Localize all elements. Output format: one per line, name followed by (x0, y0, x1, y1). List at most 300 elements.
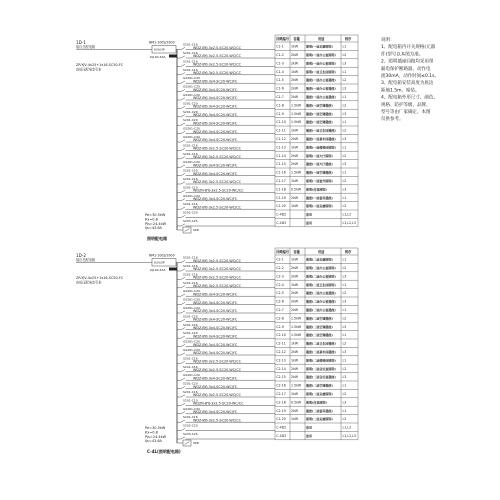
breaker-label: GS261-C20 (183, 76, 200, 81)
table-cell-usage: 照明(一层卫生间照明) (306, 69, 336, 74)
main-switch-block (169, 55, 177, 58)
table-cell-phase: L1 (342, 358, 347, 363)
table-cell-usage: 照明(一层走廊照明) (306, 204, 333, 209)
load-summary-kx: Kx=0.8 (145, 430, 158, 435)
main-breaker-setting: 63A/3P (154, 260, 165, 265)
breaker-label: S201-C16 (183, 59, 198, 64)
breaker-label: S201-C16 (183, 67, 198, 72)
table-cell-usage: 照明(二层走廊照明) (306, 392, 333, 396)
table-cell-usage: 照明(应急照明) (306, 400, 327, 405)
table-cell-circuit-id: C1-6 (276, 86, 284, 91)
breaker-label: S201-C16 (183, 264, 198, 268)
table-header-cell: 相序 (345, 250, 352, 255)
feeder-source: 接自总配电箱 (76, 258, 96, 262)
table-cell-capacity: 1kW (291, 69, 299, 74)
table-cell-usage: 插座(二层办公室插座) (306, 291, 336, 296)
cable-label: WDZ-BYJ-3x4-SC20-WC/FC (193, 326, 238, 330)
table-cell-usage: 照明(二层走廊照明) (306, 417, 333, 422)
table-cell-capacity: 2kW (291, 274, 299, 279)
breaker-label: S203-C25 (183, 219, 198, 223)
table-cell-circuit-id: C1-9 (276, 111, 284, 116)
table-cell-phase: L2 (342, 291, 347, 296)
table-cell-circuit-id: C1-2 (276, 53, 284, 57)
table-cell-circuit-id: C2-19 (276, 408, 286, 413)
cable-label: WDZN-BYJ-3x2.5-SC20-WC/CC (193, 188, 244, 193)
notes-line: 1、配电箱内开关规格(元器 (381, 45, 436, 51)
panel-name: C-4L(照明配电箱) (147, 449, 181, 454)
table-cell-usage: 插座(二层空调插座) (306, 383, 333, 388)
table-cell-capacity: 1kW (291, 179, 299, 183)
table-cell-phase: L1 (342, 69, 347, 74)
cable-label: WDZ-BYJ-3x4-SC20-WC/FC (193, 163, 238, 168)
table-cell-capacity: 1kW (291, 282, 299, 287)
breaker-label: S202-C20 (183, 423, 198, 428)
cable-label: WDZ-BYJ-3x2.5-SC20-WC/CC (193, 45, 241, 50)
cable-label: WDZ-BYJ-3x4-SC20-WC/FC (193, 129, 238, 134)
breaker-label: GS261-C20 (183, 126, 200, 131)
table-cell-phase: L3 (342, 137, 347, 141)
table-cell-usage: 插座(一层办公室插座) (306, 86, 336, 91)
table-cell-usage: 插座(一层空调插座) (306, 111, 333, 116)
table-cell-usage: 插座(一层空调插座) (306, 120, 333, 125)
cable-label: WDZ-BYJ-3x4-SC20-WC/FC (193, 384, 238, 389)
table-cell-phase: L3 (342, 274, 347, 279)
table-cell-usage: 插座(二层会议室插座) (306, 375, 336, 380)
table-cell-capacity: 1.5kW (291, 111, 302, 116)
breaker-label: S202-C20 (183, 210, 198, 215)
main-breaker-model: NM1-100S/3300 (149, 253, 175, 258)
table-cell-phase: L1,L2 (342, 212, 352, 217)
table-cell-phase: L3 (342, 86, 347, 91)
breaker-label: S201-C10 (183, 185, 198, 190)
feeder-route: 由低压配电室引来 (76, 280, 102, 285)
table-cell-circuit-id: C1-10 (276, 120, 286, 125)
breaker-label: GS261-C20 (183, 297, 200, 302)
table-cell-phase: L2 (342, 366, 347, 371)
breaker-label: S201-C16 (183, 356, 198, 361)
notes-line: 漏电保护断路器，动作电 (381, 66, 431, 72)
table-header-cell: 用途 (318, 250, 325, 255)
table-cell-usage: 插座(二层空调插座) (306, 324, 333, 329)
cable-label: WDZ-BYJ-3x4-SC20-WC/FC (193, 171, 238, 176)
table-cell-capacity: 1kW (291, 392, 299, 396)
breaker-label: S201-C16 (183, 51, 198, 55)
table-cell-capacity: 1kW (291, 128, 299, 133)
load-summary-kx: Kx=0.8 (145, 217, 158, 222)
table-cell-usage: 照明(二层走廊照明) (306, 257, 333, 262)
cable-label: WDZ-BYJ-3x2.5-SC20-WC/CC (193, 393, 241, 398)
notes-line: 型号等由厂家确定，本图 (381, 110, 431, 115)
notes-line: 4、配电箱外形尺寸、颜色、 (381, 95, 438, 101)
feeder-id: 1D-1 (76, 40, 87, 45)
table-cell-phase: L3 (342, 324, 347, 329)
main-breaker-rating: KJ100-63A (150, 55, 166, 59)
breaker-label: GS261-C20 (183, 406, 200, 411)
cable-label: WDZ-BYJ-3x2.5-SC20-WC/CC (193, 71, 241, 75)
table-cell-usage: 照明(一层走廊照明) (306, 44, 333, 49)
table-cell-capacity: 2kW (291, 308, 299, 312)
table-cell-usage: 照明(一层室外照明) (306, 179, 333, 183)
breaker-label: GS261-C20 (183, 193, 200, 198)
table-cell-circuit-id: C1-4 (276, 69, 284, 74)
table-cell-usage: 插座(一层卫生间插座) (306, 128, 336, 133)
table-cell-circuit-id: C2-2 (276, 266, 284, 270)
main-switch-block (169, 268, 177, 271)
table-cell-circuit-id: C1-19 (276, 195, 286, 200)
table-cell-circuit-id: C1-17 (276, 179, 286, 183)
breaker-label: S201-C16 (183, 280, 198, 285)
cable-label: WDZ-BYJ-3x4-SC20-WC/FC (193, 292, 238, 297)
breaker-label: S201-C16 (183, 415, 198, 420)
table-cell-usage: 照明(一层办公室照明) (306, 61, 336, 66)
cable-label: WDZ-BYJ-3x2.5-SC20-WC/CC (193, 267, 241, 272)
table-header-cell: 回路编号 (276, 37, 290, 42)
table-cell-capacity: 2kW (291, 195, 299, 200)
table-cell-usage: 备用 (306, 434, 313, 438)
cable-label: WDZ-BYJ-3x2.5-SC20-WC/CC (193, 155, 241, 159)
table-cell-phase: L1 (342, 170, 347, 175)
breaker-label: S201-C20 (183, 314, 198, 319)
cable-label: WDZ-BYJ-3x4-SC20-WC/FC (193, 121, 238, 126)
table-cell-capacity: 2kW (291, 299, 299, 304)
cable-label: WDZ-BYJ-3x2.5-SC20-WC/CC (193, 275, 241, 280)
cable-label: WDZN-BYJ-3x2.5-SC20-WC/CC (193, 401, 244, 406)
cable-label: WDZ-BYJ-3x2.5-SC20-WC/CC (193, 258, 241, 263)
table-cell-circuit-id: C2-4 (276, 282, 284, 287)
table-cell-phase: L1,L2,L3 (342, 221, 356, 225)
breaker-label: S201-C16 (183, 177, 198, 181)
breaker-label: S201-C20 (183, 381, 198, 386)
table-cell-circuit-id: C1-14 (276, 153, 286, 158)
notes-line: 2、照明插座回路均采用带 (381, 59, 434, 65)
table-cell-usage: 插座(二层茶水间插座) (306, 350, 336, 354)
table-cell-phase: L2 (342, 128, 347, 133)
table-cell-circuit-id: C2-20 (276, 417, 286, 422)
table-cell-usage: 插座(一层大厅插座) (306, 162, 333, 167)
table-cell-phase: L2 (342, 204, 347, 209)
table-cell-circuit-id: C2-17 (276, 392, 286, 396)
cable-label: WDZ-BYJ-3x2.5-SC20-WC/CC (193, 205, 241, 210)
table-cell-circuit-id: C2-16 (276, 383, 286, 388)
table-cell-circuit-id: C1-3 (276, 61, 284, 66)
table-cell-circuit-id: C1-1 (276, 44, 284, 49)
table-cell-capacity: 0.5kW (291, 187, 302, 192)
table-cell-circuit-id: C2-13 (276, 358, 286, 363)
breaker-label: S201-C16 (183, 272, 198, 277)
load-summary-pe: Pe=30.5kW (145, 213, 166, 217)
breaker-label: S201-C16 (183, 202, 198, 207)
table-cell-phase: L2 (342, 78, 347, 83)
breaker-label: GS261-C20 (183, 135, 200, 139)
table-cell-phase: L3 (342, 61, 347, 66)
table-cell-capacity: 2kW (291, 53, 299, 57)
table-cell-usage: 照明(一层大厅照明) (306, 153, 333, 158)
table-cell-circuit-id: C2-3 (276, 274, 284, 279)
table-cell-capacity: 1.5kW (291, 333, 302, 338)
table-cell-capacity: 2kW (291, 291, 299, 296)
table-cell-usage: 照明(二层卫生间照明) (306, 282, 336, 287)
table-cell-phase: L1 (342, 120, 347, 125)
table-cell-circuit-id: C1-20 (276, 204, 286, 209)
table-cell-phase: L1 (342, 257, 347, 262)
breaker-label: S201-C16 (183, 151, 198, 156)
table-cell-phase: L1,L2 (342, 425, 352, 430)
breaker-label: S201-C16 (183, 255, 198, 260)
feeder-source: 接自总配电箱 (76, 45, 96, 49)
breaker-label: GS261-C20 (183, 348, 200, 352)
breaker-label: GS261-C20 (183, 84, 200, 89)
table-cell-usage: 照明(应急照明) (306, 187, 327, 192)
table-cell-circuit-id: C-4D2 (276, 425, 287, 430)
cable-label: WDZ-BYJ-3x2.5-SC20-WC/CC (193, 284, 241, 288)
table-header-cell: 回路编号 (276, 250, 290, 255)
table-cell-phase: L1 (342, 44, 347, 49)
cable-label: WDZ-BYJ-3x4-SC20-WC/FC (193, 300, 238, 305)
table-cell-capacity: 2kW (291, 137, 299, 141)
table-cell-phase: L1 (342, 383, 347, 388)
table-cell-capacity: 2kW (291, 78, 299, 83)
table-cell-phase: L3 (342, 375, 347, 380)
table-cell-phase: L3 (342, 350, 347, 354)
table-cell-circuit-id: C2-18 (276, 400, 286, 405)
table-cell-circuit-id: C1-12 (276, 137, 286, 141)
table-cell-capacity: 1kW (291, 44, 299, 49)
table-cell-circuit-id: C2-5 (276, 291, 284, 296)
table-cell-usage: 插座(一层办公室插座) (306, 95, 336, 99)
cable-label: WDZ-BYJ-3x4-SC20-WC/FC (193, 113, 238, 117)
breaker-label: S201-C20 (183, 322, 198, 327)
table-header-cell: 用途 (318, 37, 325, 42)
table-cell-usage: 照明(一层楼梯间照明) (306, 145, 336, 150)
table-cell-capacity: 1kW (291, 417, 299, 422)
breaker-label: S201-C16 (183, 390, 198, 394)
table-cell-circuit-id: C2-1 (276, 257, 284, 262)
cable-label: WDZ-BYJ-3x4-SC20-WC/FC (193, 342, 238, 347)
breaker-label: GS261-C20 (183, 339, 200, 344)
cable-label: WDZ-BYJ-3x4-SC20-WC/FC (193, 410, 238, 414)
table-cell-capacity: 2kW (291, 95, 299, 99)
table-cell-usage: 插座(一层茶水间插座) (306, 137, 336, 141)
table-cell-phase: L2 (342, 392, 347, 396)
table-cell-usage: 插座(二层空调插座) (306, 316, 333, 321)
table-cell-phase: L2 (342, 179, 347, 183)
table-cell-usage: 照明(二层办公室照明) (306, 274, 336, 279)
cable-label: WDZ-BYJ-3x2.5-SC20-WC/CC (193, 54, 241, 59)
table-cell-phase: L3 (342, 299, 347, 304)
table-cell-phase: L2 (342, 53, 347, 57)
table-cell-phase: L2 (342, 316, 347, 321)
load-summary-pjs: Pjs=24.4kW (145, 434, 167, 439)
cable-label: WDZ-BYJ-3x2.5-SC20-WC/CC (193, 359, 241, 364)
table-cell-capacity: 1kW (291, 145, 299, 150)
table-cell-capacity: 1.5kW (291, 170, 302, 175)
load-summary-ijs: Ijs=43.6A (145, 439, 162, 444)
table-cell-phase: L1 (342, 282, 347, 287)
cable-label: WDZ-BYJ-3x4-SC20-WC/FC (193, 87, 238, 92)
cable-label: WDZ-BYJ-3x2.5-SC20-WC/CC (193, 368, 241, 372)
table-cell-capacity: 1.5kW (291, 103, 302, 108)
table-cell-usage: 备用 (306, 221, 313, 225)
table-cell-usage: 照明(二层会议室照明) (306, 366, 336, 371)
cable-label: WDZ-BYJ-3x4-SC20-WC/FC (193, 138, 238, 143)
table-cell-circuit-id: C1-13 (276, 145, 286, 150)
table-cell-phase: L2 (342, 153, 347, 158)
table-cell-phase: L1 (342, 333, 347, 338)
table-cell-capacity: 2kW (291, 408, 299, 413)
table-cell-circuit-id: C1-18 (276, 187, 286, 192)
load-summary-pjs: Pjs=24.4kW (145, 221, 167, 226)
table-cell-capacity: 1.5kW (291, 383, 302, 388)
table-cell-usage: 备用 (306, 212, 313, 217)
table-cell-capacity: 1.5kW (291, 120, 302, 125)
breaker-label: GS261-C20 (183, 160, 200, 165)
cable-label: WDZ-BYJ-3x2.5-SC20-WC/CC (193, 146, 241, 151)
table-cell-circuit-id: C1-11 (276, 128, 286, 133)
table-cell-phase: L2 (342, 266, 347, 270)
table-cell-phase: L1 (342, 145, 347, 150)
table-cell-usage: 备用 (306, 425, 313, 430)
table-cell-capacity: 1kW (291, 358, 299, 363)
breaker-label: S201-C20 (183, 118, 198, 123)
breaker-label: S201-C20 (183, 168, 198, 173)
breaker-label: S201-C16 (183, 42, 198, 47)
table-cell-capacity: 2kW (291, 375, 299, 380)
breaker-label: S201-C20 (183, 331, 198, 336)
table-cell-circuit-id: C2-12 (276, 350, 286, 354)
cable-label: WDZ-BYJ-3x4-SC20-WC/FC (193, 309, 238, 314)
table-cell-capacity: 2kW (291, 153, 299, 158)
table-cell-circuit-id: C2-9 (276, 324, 284, 329)
feeder-route: 由低压配电室引来 (76, 67, 102, 72)
table-cell-phase: L1 (342, 95, 347, 99)
table-cell-circuit-id: C-4D3 (276, 221, 287, 225)
notes-line: 件)型号以本图为准。 (381, 52, 424, 58)
cable-label: WDZ-BYJ-3x4-SC20-WC/FC (193, 351, 238, 356)
table-cell-phase: L1 (342, 308, 347, 312)
table-cell-phase: L2 (342, 417, 347, 422)
table-cell-capacity: 1.5kW (291, 316, 302, 321)
table-header-cell: 容量 (293, 250, 300, 255)
breaker-label: GS261-C20 (183, 373, 200, 378)
table-cell-usage: 插座(二层备用插座) (306, 408, 333, 413)
table-cell-usage: 照明(一层办公室照明) (306, 53, 336, 57)
table-cell-usage: 照明(二层楼梯间照明) (306, 358, 336, 363)
table-cell-capacity: 0.5kW (291, 400, 302, 405)
table-cell-usage: 插座(一层办公室插座) (306, 78, 336, 83)
cable-label: WDZ-BYJ-3x4-SC20-WC/FC (193, 334, 238, 339)
load-summary-pe: Pe=30.5kW (145, 426, 166, 430)
table-cell-phase: L2 (342, 341, 347, 346)
table-cell-circuit-id: C2-10 (276, 333, 286, 338)
notes-line: 规格、防护等级、品牌、 (381, 102, 431, 108)
table-cell-capacity: 1.5kW (291, 324, 302, 329)
breaker-label: GS261-C20 (183, 93, 200, 97)
cable-label: WDZ-BYJ-3x4-SC20-WC/FC (193, 376, 238, 381)
spd-label: SPD (193, 441, 200, 446)
feeder-cable: ZR-YJV-4x25+1x16-SC50-FC (76, 276, 124, 280)
main-breaker-rating: KJ100-63A (150, 268, 166, 272)
cable-label: WDZ-BYJ-3x4-SC20-WC/FC (193, 317, 238, 322)
cable-label: WDZ-BYJ-3x4-SC20-WC/FC (193, 104, 238, 109)
table-cell-capacity: 1kW (291, 341, 299, 346)
cable-label: WDZ-BYJ-3x2.5-SC20-WC/CC (193, 62, 241, 67)
main-breaker-model: NM1-100S/3300 (149, 40, 175, 45)
table-cell-circuit-id: C2-6 (276, 299, 284, 304)
notes-title: 说明： (381, 38, 395, 43)
table-cell-phase: L3 (342, 400, 347, 405)
table-cell-phase: L3 (342, 162, 347, 167)
table-cell-circuit-id: C1-16 (276, 170, 286, 175)
table-cell-usage: 插座(一层备用插座) (306, 195, 333, 200)
table-cell-circuit-id: C2-14 (276, 366, 286, 371)
table-header-cell: 容量 (293, 37, 300, 42)
load-summary-ijs: Ijs=43.6A (145, 226, 162, 231)
breaker-label: GS261-C20 (183, 289, 200, 294)
spd-label: SPD (193, 228, 200, 233)
table-cell-phase: L3 (342, 111, 347, 116)
breaker-label: S203-C25 (183, 432, 198, 436)
breaker-label: S201-C16 (183, 143, 198, 148)
breaker-label: S201-C10 (183, 398, 198, 403)
table-cell-circuit-id: C2-8 (276, 316, 284, 321)
table-cell-circuit-id: C-4D2 (276, 212, 287, 217)
table-cell-phase: L1 (342, 408, 347, 413)
table-cell-capacity: 1kW (291, 257, 299, 262)
table-cell-usage: 插座(二层空调插座) (306, 333, 333, 338)
table-cell-circuit-id: C1-7 (276, 95, 284, 99)
cable-label: WDZ-BYJ-3x2.5-SC20-WC/CC (193, 418, 241, 423)
notes-line: 3、配电箱安装高度为底边 (381, 81, 434, 87)
table-cell-capacity: 2kW (291, 86, 299, 91)
table-cell-circuit-id: C1-5 (276, 78, 284, 83)
table-cell-usage: 插座(二层卫生间插座) (306, 341, 336, 346)
cable-label: WDZ-BYJ-3x4-SC20-WC/FC (193, 197, 238, 201)
cable-label: WDZ-BYJ-3x2.5-SC20-WC/CC (193, 180, 241, 185)
breaker-label: S201-C20 (183, 109, 198, 114)
table-cell-phase: L1,L2,L3 (342, 434, 356, 438)
table-cell-circuit-id: C2-11 (276, 341, 286, 346)
table-cell-circuit-id: C1-15 (276, 162, 286, 167)
table-cell-usage: 插座(一层空调插座) (306, 170, 333, 175)
table-cell-usage: 照明(二层办公室照明) (306, 266, 336, 270)
table-cell-phase: L2 (342, 103, 347, 108)
table-cell-capacity: 2kW (291, 162, 299, 167)
notes-line: 流30mA，动作时间≤0.1s。 (381, 74, 439, 79)
table-cell-capacity: 2kW (291, 61, 299, 66)
table-cell-phase: L1 (342, 195, 347, 200)
breaker-label: GS261-C20 (183, 306, 200, 310)
table-cell-usage: 插座(二层办公室插座) (306, 299, 336, 304)
breaker-label: S201-C20 (183, 101, 198, 106)
table-cell-capacity: 2kW (291, 350, 299, 354)
notes-line: 仅供参考。 (381, 117, 404, 123)
notes-line: 距地1.5m，暗装。 (381, 88, 420, 94)
table-cell-usage: 插座(二层办公室插座) (306, 308, 336, 312)
table-cell-capacity: 2kW (291, 366, 299, 371)
panel-name: 照明配电箱 (147, 236, 167, 241)
table-cell-circuit-id: C2-15 (276, 375, 286, 380)
feeder-cable: ZR-YJV-4x25+1x16-SC50-FC (76, 63, 124, 67)
table-cell-phase: L3 (342, 187, 347, 192)
cable-label: WDZ-BYJ-3x4-SC20-WC/FC (193, 96, 238, 101)
table-cell-capacity: 1kW (291, 204, 299, 209)
table-cell-usage: 插座(一层空调插座) (306, 103, 333, 108)
table-cell-circuit-id: C2-7 (276, 308, 284, 312)
cable-label: WDZ-BYJ-3x4-SC20-WC/FC (193, 79, 238, 84)
table-cell-circuit-id: C-4D3 (276, 434, 287, 438)
table-cell-capacity: 2kW (291, 266, 299, 270)
main-breaker-setting: 63A/3P (154, 47, 165, 52)
